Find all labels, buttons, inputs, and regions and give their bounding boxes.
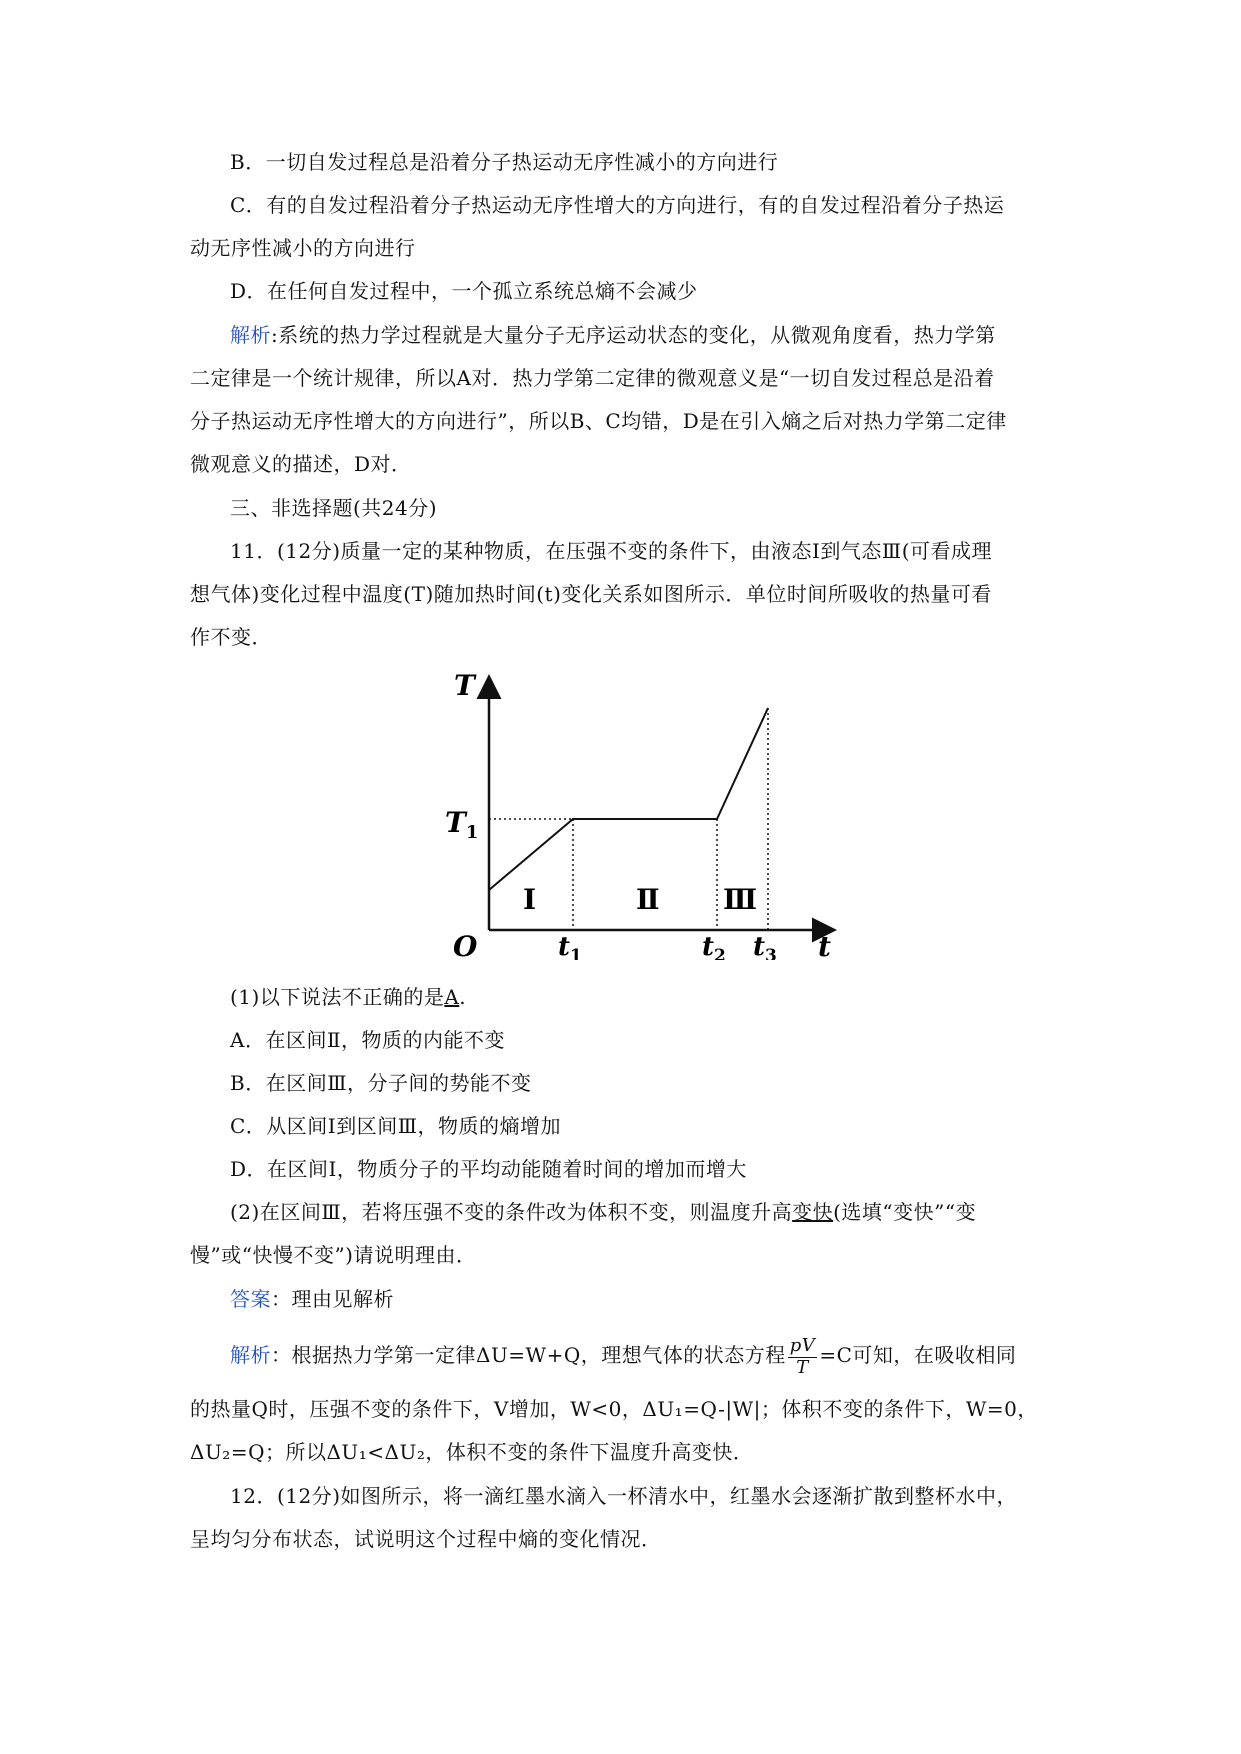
- q11-sub1: [230, 983, 466, 1011]
- region-2-label: Ⅱ: [636, 883, 660, 916]
- q11-sub2-line1: [230, 1198, 976, 1226]
- fraction-numerator: pV: [789, 1335, 816, 1356]
- analysis-label: 解析: [230, 323, 271, 347]
- q11-option-a: A．在区间Ⅱ，物质的内能不变: [230, 1028, 506, 1052]
- q11-sub2-line2: 慢”或“快慢不变”)请说明理由．: [190, 1243, 477, 1267]
- analysis-label: 解析: [230, 1343, 271, 1367]
- q12-line1: 12．(12分)如图所示，将一滴红墨水滴入一杯清水中，红墨水会逐渐扩散到整杯水中，: [230, 1484, 1018, 1508]
- option-c-line2: 动无序性减小的方向进行: [190, 236, 416, 260]
- region-3-label: Ⅲ: [723, 883, 758, 916]
- q11-sub1-suffix: .: [459, 985, 467, 1009]
- q11-analysis-line1: [230, 1335, 1016, 1378]
- state-equation-fraction: [788, 1335, 818, 1378]
- q11-option-b: B．在区间Ⅲ，分子间的势能不变: [230, 1071, 532, 1095]
- q11-analysis-line3: ΔU₂=Q；所以ΔU₁<ΔU₂，体积不变的条件下温度升高变快．: [190, 1440, 754, 1464]
- tick-t2: $t_2$: [702, 932, 726, 960]
- q11-sub2-answer: 变快: [792, 1200, 834, 1224]
- q11-sub2-suffix: (选填“变快”“变: [833, 1200, 977, 1224]
- section-heading: 三、非选择题(共24分): [230, 496, 438, 520]
- tick-t3: $t_3$: [753, 932, 777, 960]
- answer-label: 答案: [230, 1287, 271, 1311]
- q11-line1: 11．(12分)质量一定的某种物质，在压强不变的条件下，由液态Ⅰ到气态Ⅲ(可看成理: [230, 539, 992, 563]
- y-axis-label: T: [454, 669, 475, 702]
- temperature-curve: [489, 708, 768, 890]
- q11-sub1-answer: A: [444, 985, 460, 1009]
- analysis-q10-line1: [230, 321, 996, 349]
- q11-line2: 想气体)变化过程中温度(T)随加热时间(t)变化关系如图所示．单位时间所吸收的热量可看: [190, 582, 992, 606]
- analysis-q10-line4: 微观意义的描述，D对．: [190, 452, 412, 476]
- t1-temperature-label: $T_1$: [445, 806, 479, 843]
- analysis-text-a: ：根据热力学第一定律ΔU=W+Q，理想气体的状态方程: [271, 1343, 786, 1367]
- q12-line2: 呈均匀分布状态，试说明这个过程中熵的变化情况．: [190, 1527, 662, 1551]
- x-axis-label: t: [818, 930, 831, 960]
- analysis-q10-line3: 分子热运动无序性增大的方向进行”，所以B、C均错，D是在引入熵之后对热力学第二定律: [190, 409, 1007, 433]
- temperature-time-diagram: [440, 665, 840, 960]
- q11-option-d: D．在区间Ⅰ，物质分子的平均动能随着时间的增加而增大: [230, 1157, 747, 1181]
- q11-line3: 作不变．: [190, 625, 272, 649]
- option-d: D．在任何自发过程中，一个孤立系统总熵不会减少: [230, 279, 698, 303]
- analysis-q10-line2: 二定律是一个统计规律，所以A对．热力学第二定律的微观意义是“一切自发过程总是沿着: [190, 366, 995, 390]
- option-b: B．一切自发过程总是沿着分子热运动无序性减小的方向进行: [230, 150, 779, 174]
- q11-answer: [230, 1285, 394, 1313]
- q11-sub1-text: (1)以下说法不正确的是: [230, 985, 445, 1009]
- q11-option-c: C．从区间Ⅰ到区间Ⅲ，物质的熵增加: [230, 1114, 561, 1138]
- q11-analysis-line2: 的热量Q时，压强不变的条件下，V增加，W<0，ΔU₁=Q-|W|；体积不变的条件下，W=0，: [190, 1397, 1038, 1421]
- fraction-denominator: T: [796, 1357, 809, 1378]
- origin-label: O: [453, 930, 478, 960]
- q11-sub2-text: (2)在区间Ⅲ，若将压强不变的条件改为体积不变，则温度升高: [230, 1200, 793, 1224]
- tick-t1: $t_1$: [558, 932, 582, 960]
- region-1-label: Ⅰ: [523, 883, 537, 916]
- option-c-line1: C．有的自发过程沿着分子热运动无序性增大的方向进行，有的自发过程沿着分子热运: [230, 193, 1005, 217]
- answer-text: ：理由见解析: [271, 1287, 394, 1311]
- analysis-text: :系统的热力学过程就是大量分子无序运动状态的变化，从微观角度看，热力学第: [271, 323, 996, 347]
- analysis-text-b: =C可知，在吸收相同: [819, 1343, 1017, 1367]
